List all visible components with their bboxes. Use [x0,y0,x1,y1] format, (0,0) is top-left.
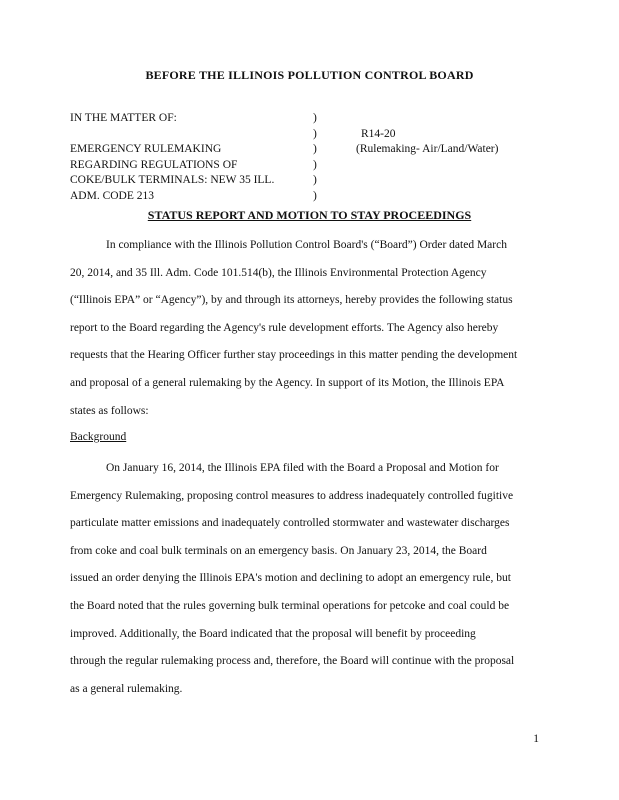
paragraph-line: improved. Additionally, the Board indicated that the proposal will benefit by proceeding [70,627,476,640]
paragraph-line: states as follows: [70,404,149,417]
paragraph-line: In compliance with the Illinois Pollution Control Board's (“Board”) Order dated March [106,239,507,251]
background-paragraph [70,455,550,703]
paragraph-line: and proposal of a general rulemaking by the Agency. In support of its Motion, the Illinois EPA [70,376,505,389]
caption-paren: ) [313,127,317,140]
caption-paren: ) [313,112,317,124]
caption-paren: ) [313,174,317,186]
paragraph-line: particulate matter emissions and inadequately controlled stormwater and wastewater discharges [70,517,510,530]
paragraph-line: On January 16, 2014, the Illinois EPA filed with the Board a Proposal and Motion for [106,462,499,474]
caption-line: COKE/BULK TERMINALS: NEW 35 ILL. [70,174,275,186]
paragraph-line: (“Illinois EPA” or “Agency”), by and through its attorneys, hereby provides the following status [70,294,513,307]
paragraph-line: the Board noted that the rules governing bulk terminal operations for petcoke and coal could be [70,599,510,612]
paragraph-line: through the regular rulemaking process and, therefore, the Board will continue with the proposal [70,655,515,668]
paragraph-line: report to the Board regarding the Agency's rule development efforts. The Agency also hereby [70,321,499,334]
caption-line: IN THE MATTER OF: [70,112,177,124]
caption-paren-column [313,111,317,204]
section-heading: STATUS REPORT AND MOTION TO STAY PROCEEDINGS [147,208,472,222]
paragraph-line: as a general rulemaking. [70,682,183,695]
page-number: 1 [533,733,539,745]
document-title: BEFORE THE ILLINOIS POLLUTION CONTROL BOARD [145,68,474,82]
paragraph-line: requests that the Hearing Officer further stay proceedings in this matter pending the development [70,349,518,362]
intro-paragraph [70,232,550,425]
caption-line: REGARDING REGULATIONS OF [70,158,238,171]
paragraph-line: 20, 2014, and 35 Ill. Adm. Code 101.514(b), the Illinois Environmental Protection Agency [70,266,487,279]
caption-line [70,127,274,143]
paragraph-line: from coke and coal bulk terminals on an emergency basis. On January 23, 2014, the Board [70,544,487,557]
case-number: R14-20 [361,127,396,140]
caption-left-block [70,111,274,204]
paragraph-line: Emergency Rulemaking, proposing control measures to address inadequately controlled fugitive [70,489,514,502]
caption-paren: ) [313,158,317,171]
caption-line: ADM. CODE 213 [70,189,155,202]
caption-paren: ) [313,143,317,155]
paragraph-line: issued an order denying the Illinois EPA's motion and declining to adopt an emergency rule, but [70,572,511,585]
background-heading: Background [70,431,127,443]
case-type: (Rulemaking- Air/Land/Water) [356,143,499,155]
caption-paren: ) [313,189,317,202]
caption-line: EMERGENCY RULEMAKING [70,143,222,155]
caption-right-block [356,127,498,158]
